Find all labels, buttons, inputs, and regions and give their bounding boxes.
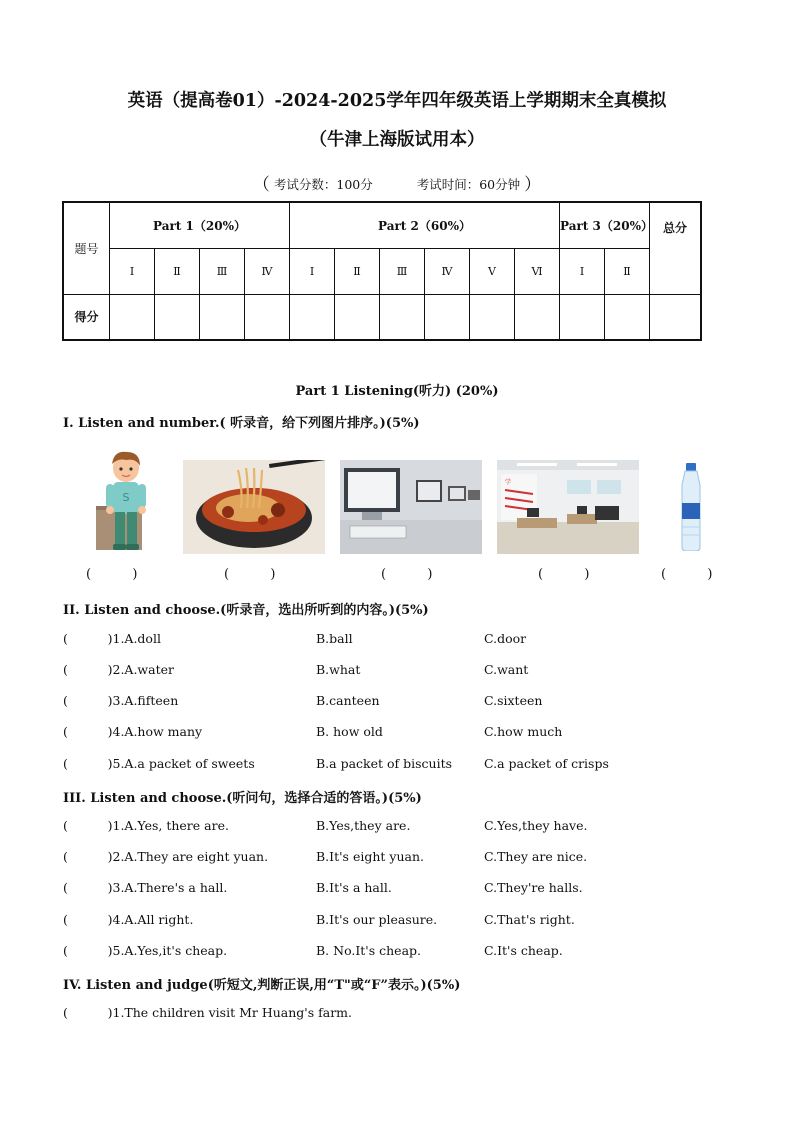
total-label: 总分 <box>662 221 687 235</box>
svg-text:S: S <box>122 491 130 504</box>
picture-blank-3[interactable]: ( ) <box>381 567 433 582</box>
section4-heading: IV. Listen and judge(听短文,判断正误,用“T"或“F”表示。)(5%) <box>63 978 461 993</box>
score-cell[interactable] <box>155 294 200 340</box>
s3-item-5-a[interactable]: ( )5.A.Yes,it's cheap. <box>63 943 228 958</box>
s2-item-1-b: B.ball <box>316 631 353 646</box>
part3-header: Part 3（20%） <box>560 202 650 248</box>
question-row-label: 题号 <box>63 202 110 294</box>
score-cell[interactable] <box>110 294 155 340</box>
s3-item-5-c: C.It's cheap. <box>484 943 563 958</box>
col-p2-2: Ⅱ <box>335 248 380 294</box>
office-room <box>497 460 639 554</box>
s3-item-2-b: B.It's eight yuan. <box>316 849 424 864</box>
s2-item-1-c: C.door <box>484 631 527 646</box>
s3-item-1-c: C.Yes,they have. <box>484 818 588 833</box>
col-p3-1: Ⅰ <box>560 248 605 294</box>
section1-heading: I. Listen and number.( 听录音，给下列图片排序。)(5%) <box>63 416 420 431</box>
col-p1-4: Ⅳ <box>245 248 290 294</box>
score-cell[interactable] <box>200 294 245 340</box>
score-cell[interactable] <box>245 294 290 340</box>
score-cell[interactable] <box>290 294 335 340</box>
col-p3-2: Ⅱ <box>605 248 650 294</box>
col-p1-2: Ⅱ <box>155 248 200 294</box>
total-score-cell[interactable] <box>650 294 702 340</box>
col-p2-3: Ⅲ <box>380 248 425 294</box>
s2-item-4-a[interactable]: ( )4.A.how many <box>63 724 203 739</box>
s2-item-3-a[interactable]: ( )3.A.fifteen <box>63 693 179 708</box>
section2-heading: II. Listen and choose.(听录音，选出所听到的内容。)(5%) <box>63 603 429 618</box>
total-header <box>650 202 702 294</box>
s3-item-2-c: C.They are nice. <box>484 849 588 864</box>
col-p2-1: Ⅰ <box>290 248 335 294</box>
col-p2-5: Ⅴ <box>470 248 515 294</box>
s2-item-3-b: B.canteen <box>316 693 380 708</box>
s2-item-2-c: C.want <box>484 662 529 677</box>
s3-item-4-b: B.It's our pleasure. <box>316 912 438 927</box>
col-p1-3: Ⅲ <box>200 248 245 294</box>
picture-blank-4[interactable]: ( ) <box>538 567 590 582</box>
s2-item-4-c: C.how much <box>484 724 563 739</box>
score-table <box>62 201 702 341</box>
score-cell[interactable] <box>560 294 605 340</box>
score-cell[interactable] <box>380 294 425 340</box>
s2-item-5-a[interactable]: ( )5.A.a packet of sweets <box>63 756 255 771</box>
section3-heading: III. Listen and choose.(听问句，选择合适的答语。)(5%) <box>63 791 422 806</box>
col-p1-1: Ⅰ <box>110 248 155 294</box>
s2-item-1-a[interactable]: ( )1.A.doll <box>63 631 161 646</box>
exam-time: 考试时间：60分钟 <box>416 177 521 192</box>
part1-heading: Part 1 Listening(听力) (20%) <box>295 384 499 399</box>
picture-blank-5[interactable]: ( ) <box>661 567 713 582</box>
part2-header: Part 2（60%） <box>290 202 560 248</box>
page-subtitle: （牛津上海版试用本） <box>309 130 485 150</box>
exam-info <box>0 170 794 195</box>
s2-item-2-b: B.what <box>316 662 361 677</box>
paren-open: （ <box>252 175 270 195</box>
computer-room <box>340 460 482 554</box>
score-cell[interactable] <box>605 294 650 340</box>
score-cell[interactable] <box>425 294 470 340</box>
boy-illustration <box>92 448 160 554</box>
s4-item-1[interactable]: ( )1.The children visit Mr Huang's farm. <box>63 1005 352 1020</box>
s2-item-4-b: B. how old <box>316 724 383 739</box>
svg-text:学: 学 <box>505 479 512 486</box>
s2-item-5-c: C.a packet of crisps <box>484 756 609 771</box>
s3-item-4-c: C.That's right. <box>484 912 575 927</box>
s3-item-1-b: B.Yes,they are. <box>316 818 411 833</box>
col-p2-6: Ⅵ <box>515 248 560 294</box>
s3-item-3-a[interactable]: ( )3.A.There's a hall. <box>63 880 228 895</box>
exam-score: 考试分数：100分 <box>273 177 373 192</box>
s3-item-1-a[interactable]: ( )1.A.Yes, there are. <box>63 818 229 833</box>
score-row-label: 得分 <box>63 294 110 340</box>
score-cell[interactable] <box>335 294 380 340</box>
picture-blank-2[interactable]: ( ) <box>224 567 276 582</box>
s2-item-5-b: B.a packet of biscuits <box>316 756 453 771</box>
score-cell[interactable] <box>515 294 560 340</box>
score-cell[interactable] <box>470 294 515 340</box>
page-title: 英语（提高卷01）-2024-2025学年四年级英语上学期期末全真模拟 <box>127 91 667 111</box>
s3-item-4-a[interactable]: ( )4.A.All right. <box>63 912 194 927</box>
s3-item-2-a[interactable]: ( )2.A.They are eight yuan. <box>63 849 269 864</box>
part1-header: Part 1（20%） <box>110 202 290 248</box>
paren-close: ） <box>524 175 542 195</box>
picture-blank-1[interactable]: ( ) <box>86 567 138 582</box>
s3-item-3-b: B.It's a hall. <box>316 880 392 895</box>
s2-item-2-a[interactable]: ( )2.A.water <box>63 662 174 677</box>
s3-item-3-c: C.They're halls. <box>484 880 583 895</box>
noodle-bowl <box>183 460 325 554</box>
s2-item-3-c: C.sixteen <box>484 693 543 708</box>
s3-item-5-b: B. No.It's cheap. <box>316 943 422 958</box>
water-bottle <box>676 463 706 551</box>
col-p2-4: Ⅳ <box>425 248 470 294</box>
